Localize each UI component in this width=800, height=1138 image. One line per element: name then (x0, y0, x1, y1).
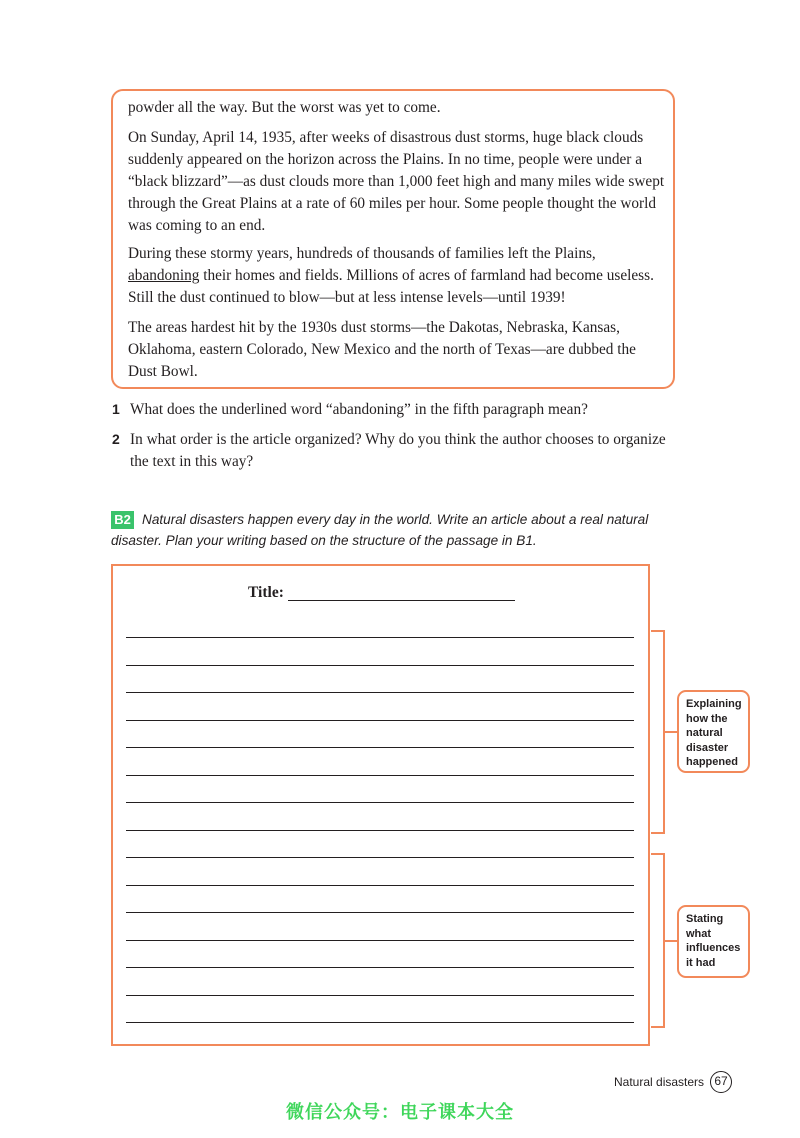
label-stating-text: Stating what influences it had (686, 913, 741, 969)
writing-line[interactable] (126, 720, 634, 721)
footer-section-title: Natural disasters (614, 1075, 705, 1089)
bracket-upper (651, 630, 665, 834)
passage-paragraph-3 (128, 243, 668, 309)
writing-line[interactable] (126, 802, 634, 803)
writing-line[interactable] (126, 830, 634, 831)
writing-line[interactable] (126, 967, 634, 968)
writing-line[interactable] (126, 940, 634, 941)
writing-line[interactable] (126, 857, 634, 858)
bracket-lower-tick (665, 940, 677, 942)
writing-line[interactable] (126, 637, 634, 638)
paragraph-3-end: their homes and fields. Millions of acres of farmland had become useless. Still the dust continued to blow—but at less intense levels—until 1939! (128, 267, 654, 306)
question-1-number: 1 (112, 401, 120, 417)
writing-line[interactable] (126, 912, 634, 913)
writing-line[interactable] (126, 665, 634, 666)
title-label: Title: (248, 584, 284, 601)
passage-paragraph-2: On Sunday, April 14, 1935, after weeks of disastrous dust storms, huge black clouds suddenly appeared on the horizon across the Plains. In no time, people were under a “black blizzard”—as dust clouds more than 1,000 feet high and many miles wide swept through the Great Plains at a rate of 60 miles per hour. Some people thought the world was coming to an end. (128, 129, 665, 234)
bracket-lower (651, 853, 665, 1028)
question-1-text: What does the underlined word “abandoning” in the fifth paragraph mean? (130, 401, 588, 418)
b2-badge: B2 (111, 511, 134, 529)
writing-line[interactable] (126, 1022, 634, 1023)
writing-line[interactable] (126, 995, 634, 996)
writing-line[interactable] (126, 775, 634, 776)
bracket-upper-tick (665, 731, 677, 733)
writing-line[interactable] (126, 885, 634, 886)
paragraph-3-start: During these stormy years, hundreds of thousands of families left the Plains, (128, 245, 596, 262)
watermark-text: 微信公众号：电子课本大全 (286, 1102, 514, 1123)
page-number: 67 (710, 1071, 732, 1093)
writing-line[interactable] (126, 692, 634, 693)
b2-instruction: Natural disasters happen every day in the world. Write an article about a real natural disaster. Plan your writing based on the structure of the passage in B1. (111, 512, 649, 548)
label-stating-box (677, 905, 750, 978)
question-2-number: 2 (112, 431, 120, 447)
label-explaining-text: Explaining how the natural disaster happened (686, 698, 742, 768)
writing-line[interactable] (126, 747, 634, 748)
label-explaining-box (677, 690, 750, 773)
passage-paragraph-1: powder all the way. But the worst was yet to come. (128, 99, 441, 116)
passage-paragraph-4: The areas hardest hit by the 1930s dust storms—the Dakotas, Nebraska, Kansas, Oklahoma, eastern Colorado, New Mexico and the north of Texas—are dubbed the Dust Bowl. (128, 319, 636, 380)
title-answer-line[interactable] (288, 600, 515, 601)
question-2-text: In what order is the article organized? Why do you think the author chooses to organize the text in this way? (130, 431, 666, 470)
underlined-word: abandoning (128, 267, 200, 284)
